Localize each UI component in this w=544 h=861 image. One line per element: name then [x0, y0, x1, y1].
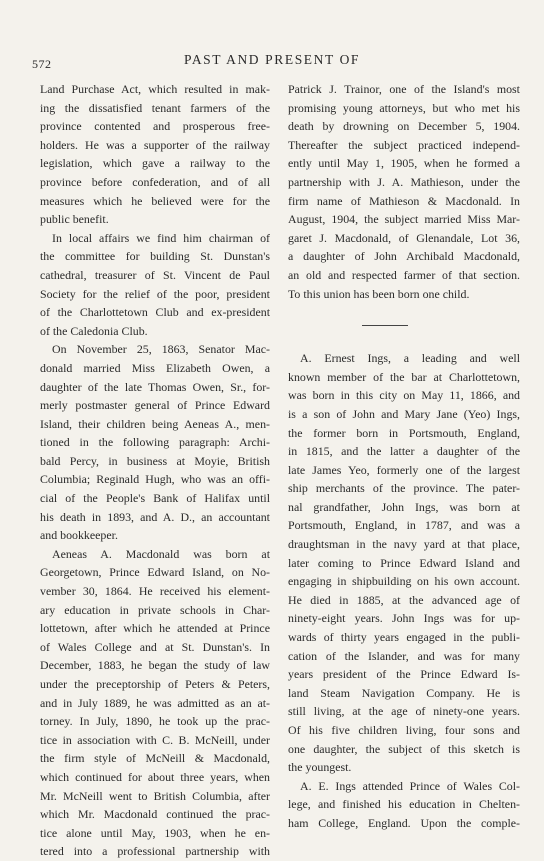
text-line: province contented and prosperous free-	[40, 119, 270, 134]
text-line: vember 30, 1864. He received his element-	[40, 584, 270, 599]
text-line: cial of the People's Bank of Halifax until	[40, 491, 270, 506]
text-line: of Wales College and at St. Dunstan's. In	[40, 639, 270, 654]
text-line: draughtsman in the navy yard at that place,	[288, 537, 520, 552]
text-line: is a son of John and Mary Jane (Yeo) Ings,	[288, 406, 520, 421]
text-line: A. Ernest Ings, a leading and well	[300, 351, 520, 366]
text-line: August, 1904, the subject married Miss Mar-	[288, 212, 520, 227]
text-line: lege, and finished his education in Chelten-	[288, 797, 520, 812]
text-line: public benefit.	[40, 212, 109, 227]
text-line: wards of thirty years engaged in the publi-	[288, 630, 520, 645]
text-line: nal grandfather, John Ings, was born at	[288, 499, 520, 514]
text-line: of the Charlottetown Club and ex-president	[40, 305, 270, 320]
text-line: bald Percy, in business at Moyie, British	[40, 453, 270, 468]
right-column-top	[288, 80, 520, 303]
text-line: the committee for building St. Dunstan's	[40, 249, 270, 264]
text-line: To this union has been born one child.	[288, 286, 470, 301]
text-line: ninety-eight years. John Ings was for up-	[288, 611, 520, 626]
text-line: A. E. Ings attended Prince of Wales Col-	[300, 778, 520, 793]
text-line: province before confederation, and of all	[40, 174, 270, 189]
text-line: December, 1883, he began the study of law	[40, 658, 270, 673]
right-column	[288, 80, 520, 833]
text-line: On November 25, 1863, Senator Mac-	[52, 342, 270, 357]
text-line: firm name of Mathieson & Macdonald. In	[288, 193, 520, 208]
text-line: Island, their children being Aeneas A., men-	[40, 416, 270, 431]
text-line: Thereafter the subject practiced independ-	[288, 137, 520, 152]
text-line: the firm style of McNeill & Macdonald,	[40, 751, 270, 766]
text-line: the former born in Portsmouth, England,	[288, 425, 520, 440]
text-line: daughter of the late Thomas Owen, Sr., for-	[40, 379, 270, 394]
text-line: a daughter of John Archibald Macdonald,	[288, 249, 520, 264]
text-line: ary education in private schools in Char-	[40, 602, 270, 617]
divider-rule	[362, 325, 408, 326]
text-line: measures which he believed were for the	[40, 193, 270, 208]
text-line: Aeneas A. Macdonald was born at	[52, 546, 270, 561]
text-line: tice in association with C. B. McNeill, under	[40, 732, 270, 747]
text-line: He died in 1885, at the advanced age of	[288, 592, 520, 607]
text-line: engaging in shipbuilding on his own account.	[288, 574, 520, 589]
text-line: ently until May 1, 1905, when he formed a	[288, 156, 520, 171]
text-line: was born in this city on May 11, 1866, and	[288, 388, 520, 403]
left-column	[40, 80, 270, 861]
text-line: lottetown, after which he attended at Prince	[40, 621, 270, 636]
text-line: Portsmouth, England, in 1787, and was a	[288, 518, 520, 533]
text-line: known member of the bar at Charlottetown,	[288, 369, 520, 384]
text-line: years president of the Prince Edward Is-	[288, 667, 520, 682]
text-line: of the Caledonia Club.	[40, 323, 148, 338]
text-line: and in July 1889, he was admitted as an at-	[40, 695, 270, 710]
section-divider	[288, 303, 520, 349]
text-line: which continued for about three years, when	[40, 769, 270, 784]
text-line: Patrick J. Trainor, one of the Island's most	[288, 82, 520, 96]
text-line: an old and respected farmer of that section.	[288, 267, 520, 282]
text-line: the youngest.	[288, 760, 352, 775]
text-line: partnership with J. A. Mathieson, under the	[288, 174, 520, 189]
running-title: PAST AND PRESENT OF	[183, 52, 361, 67]
text-line: Mr. McNeill went to British Columbia, after	[40, 788, 270, 803]
right-column-bottom	[288, 349, 520, 832]
text-line: merly postmaster general of Prince Edward	[40, 398, 270, 413]
text-line: his death in 1893, and A. D., an accountant	[40, 509, 270, 524]
text-line: Society for the relief of the poor, president	[40, 286, 270, 301]
text-line: legislation, which gave a railway to the	[40, 156, 270, 171]
text-line: tice alone until May, 1903, when he en-	[40, 825, 270, 840]
text-line: Georgetown, Prince Edward Island, on No-	[40, 565, 270, 580]
text-line: ham College, England. Upon the comple-	[288, 815, 520, 830]
text-line: Columbia; Reginald Hugh, who was an offi-	[40, 472, 270, 487]
text-line: Of his five children living, four sons and	[288, 723, 520, 737]
text-line: cathedral, treasurer of St. Vincent de Paul	[40, 267, 270, 282]
text-line: promising young attorneys, but who met his	[288, 100, 520, 115]
text-line: death by drowning on December 5, 1904.	[288, 119, 520, 134]
text-line: tioned in the following paragraph: Archi-	[40, 435, 270, 450]
text-line: still living, at the age of ninety-one years.	[288, 704, 520, 719]
text-line: later coming to Prince Edward Island and	[288, 555, 520, 570]
text-line: and bookkeeper.	[40, 528, 118, 543]
text-line: in 1815, and the latter a daughter of the	[288, 444, 520, 459]
text-line: In local affairs we find him chairman of	[52, 230, 270, 245]
text-line: holders. He was a supporter of the railway	[40, 137, 270, 152]
text-line: ing the dissatisfied tenant farmers of the	[40, 100, 270, 115]
text-line: Land Purchase Act, which resulted in mak-	[40, 82, 270, 96]
text-line: late James Yeo, formerly one of the largest	[288, 462, 520, 477]
page-number: 572	[32, 57, 52, 71]
text-line: one daughter, the subject of this sketch is	[288, 741, 520, 756]
text-line: cation of the Islander, and was for many	[288, 648, 520, 663]
text-line: tered into a professional partnership with	[40, 844, 270, 859]
text-line: torney. In July, 1890, he took up the prac-	[40, 714, 270, 729]
text-line: under the preceptorship of Peters & Peters,	[40, 677, 270, 691]
text-line: ship merchants of the province. The pater-	[288, 481, 520, 496]
text-line: which Mr. Macdonald continued the prac-	[40, 807, 270, 822]
text-line: donald married Miss Elizabeth Owen, a	[40, 360, 270, 375]
text-line: land Steam Navigation Company. He is	[288, 685, 520, 700]
text-line: garet J. Macdonald, of Glenandale, Lot 36,	[288, 230, 520, 245]
